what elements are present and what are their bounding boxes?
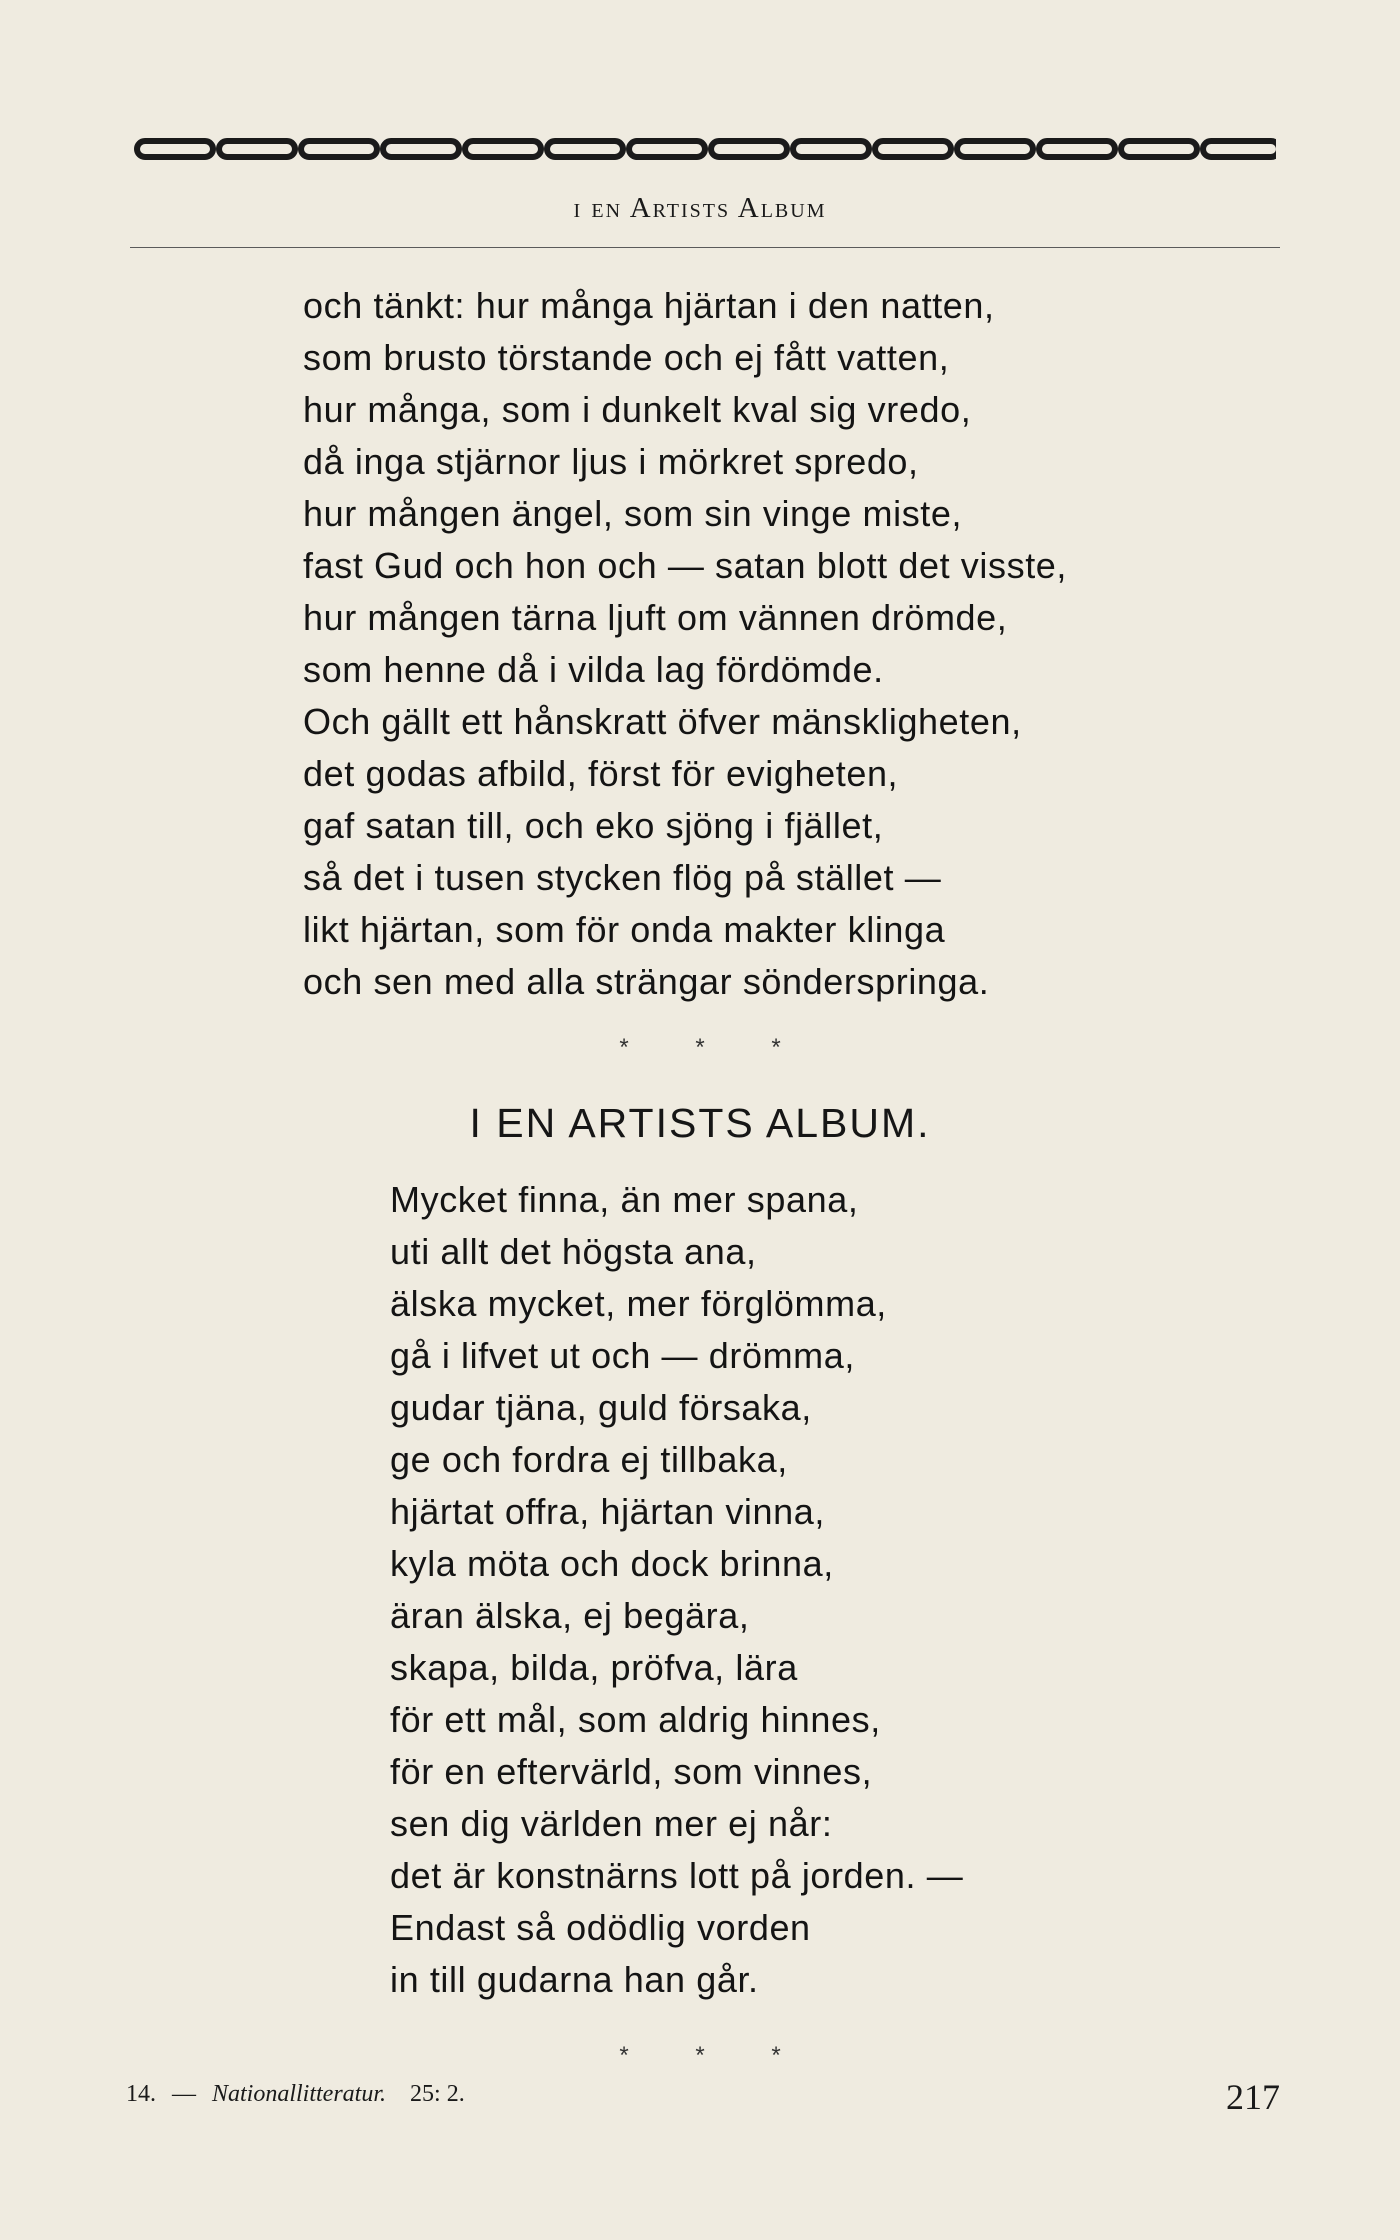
chain-link	[793, 141, 869, 157]
chain-link	[1203, 141, 1276, 157]
verse-line: uti allt det högsta ana,	[390, 1231, 757, 1272]
verse-line: Och gällt ett hånskratt öfver mänskligheten,	[303, 701, 1022, 742]
verse-line: hur mången tärna ljuft om vännen drömde,	[303, 597, 1008, 638]
running-head: i en Artists Album	[573, 192, 827, 224]
verse-line: sen dig världen mer ej når:	[390, 1803, 833, 1844]
volume-number: 25: 2.	[410, 2081, 465, 2107]
verse-line: gaf satan till, och eko sjöng i fjället,	[303, 805, 884, 846]
verse-line: som henne då i vilda lag fördömde.	[303, 649, 884, 690]
chain-link	[629, 141, 705, 157]
chain-link	[137, 141, 213, 157]
chain-link	[957, 141, 1033, 157]
signature-number: 14.	[126, 2081, 156, 2107]
verse-line: äran älska, ej begära,	[390, 1595, 750, 1636]
verse-line: för ett mål, som aldrig hinnes,	[390, 1699, 881, 1740]
verse-line: Endast så odödlig vorden	[390, 1907, 811, 1948]
section-separator: * * *	[619, 1034, 811, 1061]
verse-line: ge och fordra ej tillbaka,	[390, 1439, 788, 1480]
signature-mark	[126, 2081, 465, 2108]
verse-line: gå i lifvet ut och — drömma,	[390, 1335, 855, 1376]
verse-line: gudar tjäna, guld försaka,	[390, 1387, 812, 1428]
poem-title: I EN ARTISTS ALBUM.	[469, 1100, 931, 1146]
verse-line: likt hjärtan, som för onda makter klinga	[303, 909, 946, 950]
chain-ornament	[133, 132, 1276, 166]
verse-line: Mycket finna, än mer spana,	[390, 1179, 859, 1220]
verse-line: fast Gud och hon och — satan blott det visste,	[303, 545, 1068, 586]
verse-line: det är konstnärns lott på jorden. —	[390, 1855, 964, 1896]
verse-line: och tänkt: hur många hjärtan i den natten,	[303, 285, 995, 326]
verse-line: hur mången ängel, som sin vinge miste,	[303, 493, 963, 534]
verse-line: hur många, som i dunkelt kval sig vredo,	[303, 389, 972, 430]
verse-line: kyla möta och dock brinna,	[390, 1543, 834, 1584]
verse-line: och sen med alla strängar sönderspringa.	[303, 961, 990, 1002]
previous-poem-stanza	[303, 280, 1067, 1008]
header-rule	[130, 247, 1280, 248]
chain-link	[1039, 141, 1115, 157]
verse-line: det godas afbild, först för evigheten,	[303, 753, 899, 794]
chain-link	[301, 141, 377, 157]
verse-line: älska mycket, mer förglömma,	[390, 1283, 887, 1324]
verse-line: som brusto törstande och ej fått vatten,	[303, 337, 950, 378]
chain-link	[875, 141, 951, 157]
verse-line: så det i tusen stycken flög på stället —	[303, 857, 942, 898]
chain-link	[465, 141, 541, 157]
verse-line: hjärtat offra, hjärtan vinna,	[390, 1491, 825, 1532]
chain-link	[547, 141, 623, 157]
verse-line: in till gudarna han går.	[390, 1959, 759, 2000]
chain-link	[383, 141, 459, 157]
page-number: 217	[1226, 2077, 1280, 2117]
verse-line: skapa, bilda, pröfva, lära	[390, 1647, 798, 1688]
chain-link	[219, 141, 295, 157]
verse-line: då inga stjärnor ljus i mörkret spredo,	[303, 441, 919, 482]
poem-body	[390, 1174, 963, 2006]
verse-line: för en eftervärld, som vinnes,	[390, 1751, 873, 1792]
section-separator: * * *	[619, 2042, 811, 2069]
chain-link	[711, 141, 787, 157]
chain-link	[1121, 141, 1197, 157]
series-title: Nationallitteratur.	[212, 2081, 387, 2107]
signature-dash: —	[172, 2081, 196, 2107]
